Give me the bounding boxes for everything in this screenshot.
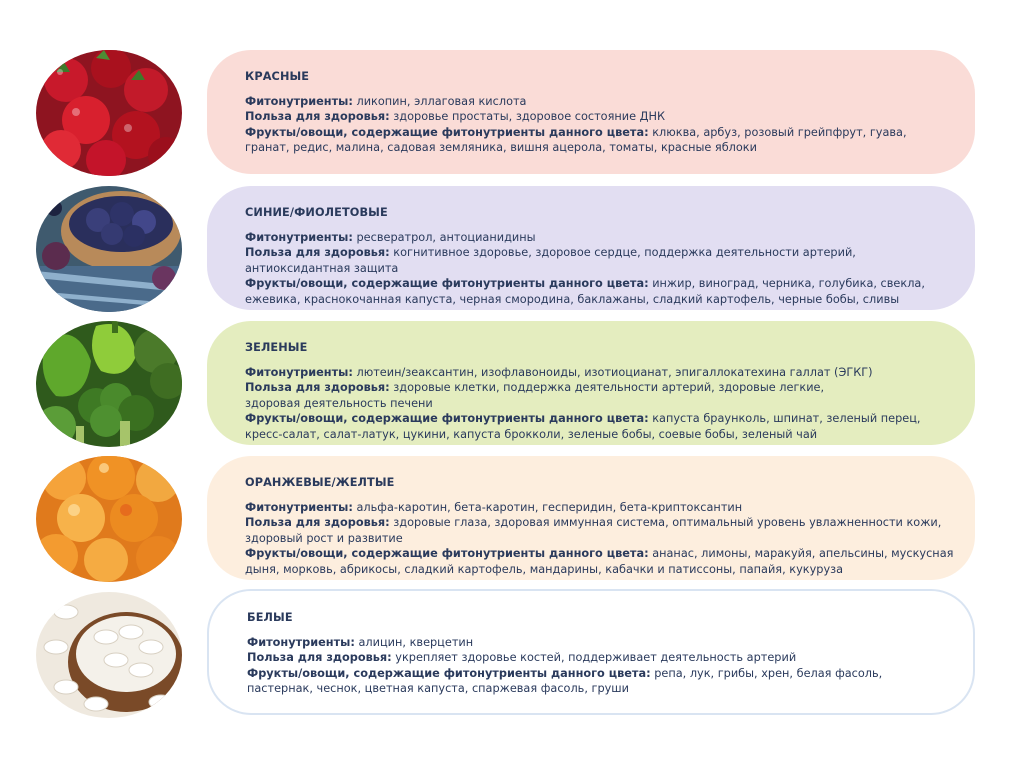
- benefit-line: [245, 245, 963, 276]
- benefit-line: [245, 515, 963, 546]
- apricots-image: [36, 456, 182, 582]
- foods-line: [245, 411, 963, 442]
- section-title: СИНИЕ/ФИОЛЕТОВЫЕ: [245, 206, 388, 219]
- phytonutrients-line: [245, 365, 963, 381]
- foods-line: [245, 125, 963, 156]
- foods-value: ананас, лимоны, маракуйя, апельсины, мускусная дыня, морковь, абрикосы, сладкий картофель, мандарины, кабачки и патиссоны, папайя, кукуруза: [245, 547, 954, 576]
- plums-bowl-image: [36, 186, 182, 312]
- phytonutrients-value: алицин, кверцетин: [358, 635, 474, 649]
- foods-line: [245, 546, 963, 577]
- section-title: ЗЕЛЕНЫЕ: [245, 341, 308, 354]
- phytonutrients-label: Фитонутриенты:: [245, 365, 353, 379]
- benefit-value: когнитивное здоровье, здоровое сердце, поддержка деятельности артерий, антиоксидантная защита: [245, 246, 856, 275]
- benefit-label: Польза для здоровья:: [245, 516, 390, 530]
- benefit-line: [245, 380, 963, 411]
- card-white: [207, 589, 975, 715]
- foods-value: клюква, арбуз, розовый грейпфрут, гуава, гранат, редис, малина, садовая земляника, вишня ацерола, томаты, красные яблоки: [245, 125, 907, 155]
- foods-value: капуста браунколь, шпинат, зеленый перец, кресс-салат, салат-латук, цукини, капуста брокколи, зеленые бобы, соевые бобы, зеленый чай: [245, 412, 921, 441]
- card-purple: [207, 186, 975, 310]
- phytonutrients-value: альфа-каротин, бета-каротин, гесперидин, бета-криптоксантин: [356, 500, 743, 514]
- card-green: [207, 321, 975, 445]
- section-title: ОРАНЖЕВЫЕ/ЖЕЛТЫЕ: [245, 476, 395, 489]
- card-orange: [207, 456, 975, 580]
- benefit-label: Польза для здоровья:: [245, 381, 390, 395]
- benefit-value: здоровые глаза, здоровая иммунная система, оптимальный уровень увлажненности кожи, здоровый рост и развитие: [245, 516, 942, 545]
- phytonutrients-line: [247, 635, 961, 651]
- strawberries-cherries-image: [36, 50, 182, 176]
- section-title: КРАСНЫЕ: [245, 70, 310, 83]
- card-red: [207, 50, 975, 174]
- phytonutrients-label: Фитонутриенты:: [245, 230, 353, 244]
- phytonutrients-line: [245, 500, 963, 516]
- phytonutrients-line: [245, 230, 963, 246]
- benefit-line: [245, 109, 963, 125]
- phytonutrients-label: Фитонутриенты:: [247, 635, 355, 649]
- phytonutrients-label: Фитонутриенты:: [245, 94, 353, 108]
- foods-label: Фрукты/овощи, содержащие фитонутриенты данного цвета:: [247, 666, 651, 680]
- benefit-line: [247, 650, 961, 666]
- benefit-value: здоровые клетки, поддержка деятельности артерий, здоровые легкие, здоровая деятельность печени: [245, 381, 825, 410]
- phytonutrients-line: [245, 94, 963, 110]
- phytonutrients-value: лютеин/зеаксантин, изофлавоноиды, изотиоцианат, эпигаллокатехина галлат (ЭГКГ): [356, 365, 873, 379]
- foods-label: Фрукты/овощи, содержащие фитонутриенты данного цвета:: [245, 547, 649, 561]
- phytonutrients-value: ликопин, эллаговая кислота: [356, 94, 527, 108]
- foods-value: инжир, виноград, черника, голубика, свекла, ежевика, краснокочанная капуста, черная смородина, баклажаны, сладкий картофель, черные бобы, сливы: [245, 277, 925, 306]
- benefit-label: Польза для здоровья:: [245, 110, 390, 124]
- foods-label: Фрукты/овощи, содержащие фитонутриенты данного цвета:: [245, 125, 649, 139]
- phytonutrients-value: ресвератрол, антоцианидины: [356, 230, 536, 244]
- benefit-label: Польза для здоровья:: [247, 651, 392, 665]
- foods-value: репа, лук, грибы, хрен, белая фасоль, пастернак, чеснок, цветная капуста, спаржевая фасоль, груши: [247, 666, 883, 696]
- section-title: БЕЛЫЕ: [247, 611, 293, 624]
- benefit-value: здоровье простаты, здоровое состояние ДНК: [393, 110, 665, 124]
- foods-line: [247, 666, 961, 697]
- white-beans-image: [36, 592, 182, 718]
- foods-label: Фрукты/овощи, содержащие фитонутриенты данного цвета:: [245, 412, 649, 426]
- benefit-value: укрепляет здоровье костей, поддерживает деятельность артерий: [395, 651, 797, 665]
- foods-line: [245, 276, 963, 307]
- benefit-label: Польза для здоровья:: [245, 246, 390, 260]
- phytonutrients-label: Фитонутриенты:: [245, 500, 353, 514]
- foods-label: Фрукты/овощи, содержащие фитонутриенты данного цвета:: [245, 277, 649, 291]
- peppers-broccoli-image: [36, 321, 182, 447]
